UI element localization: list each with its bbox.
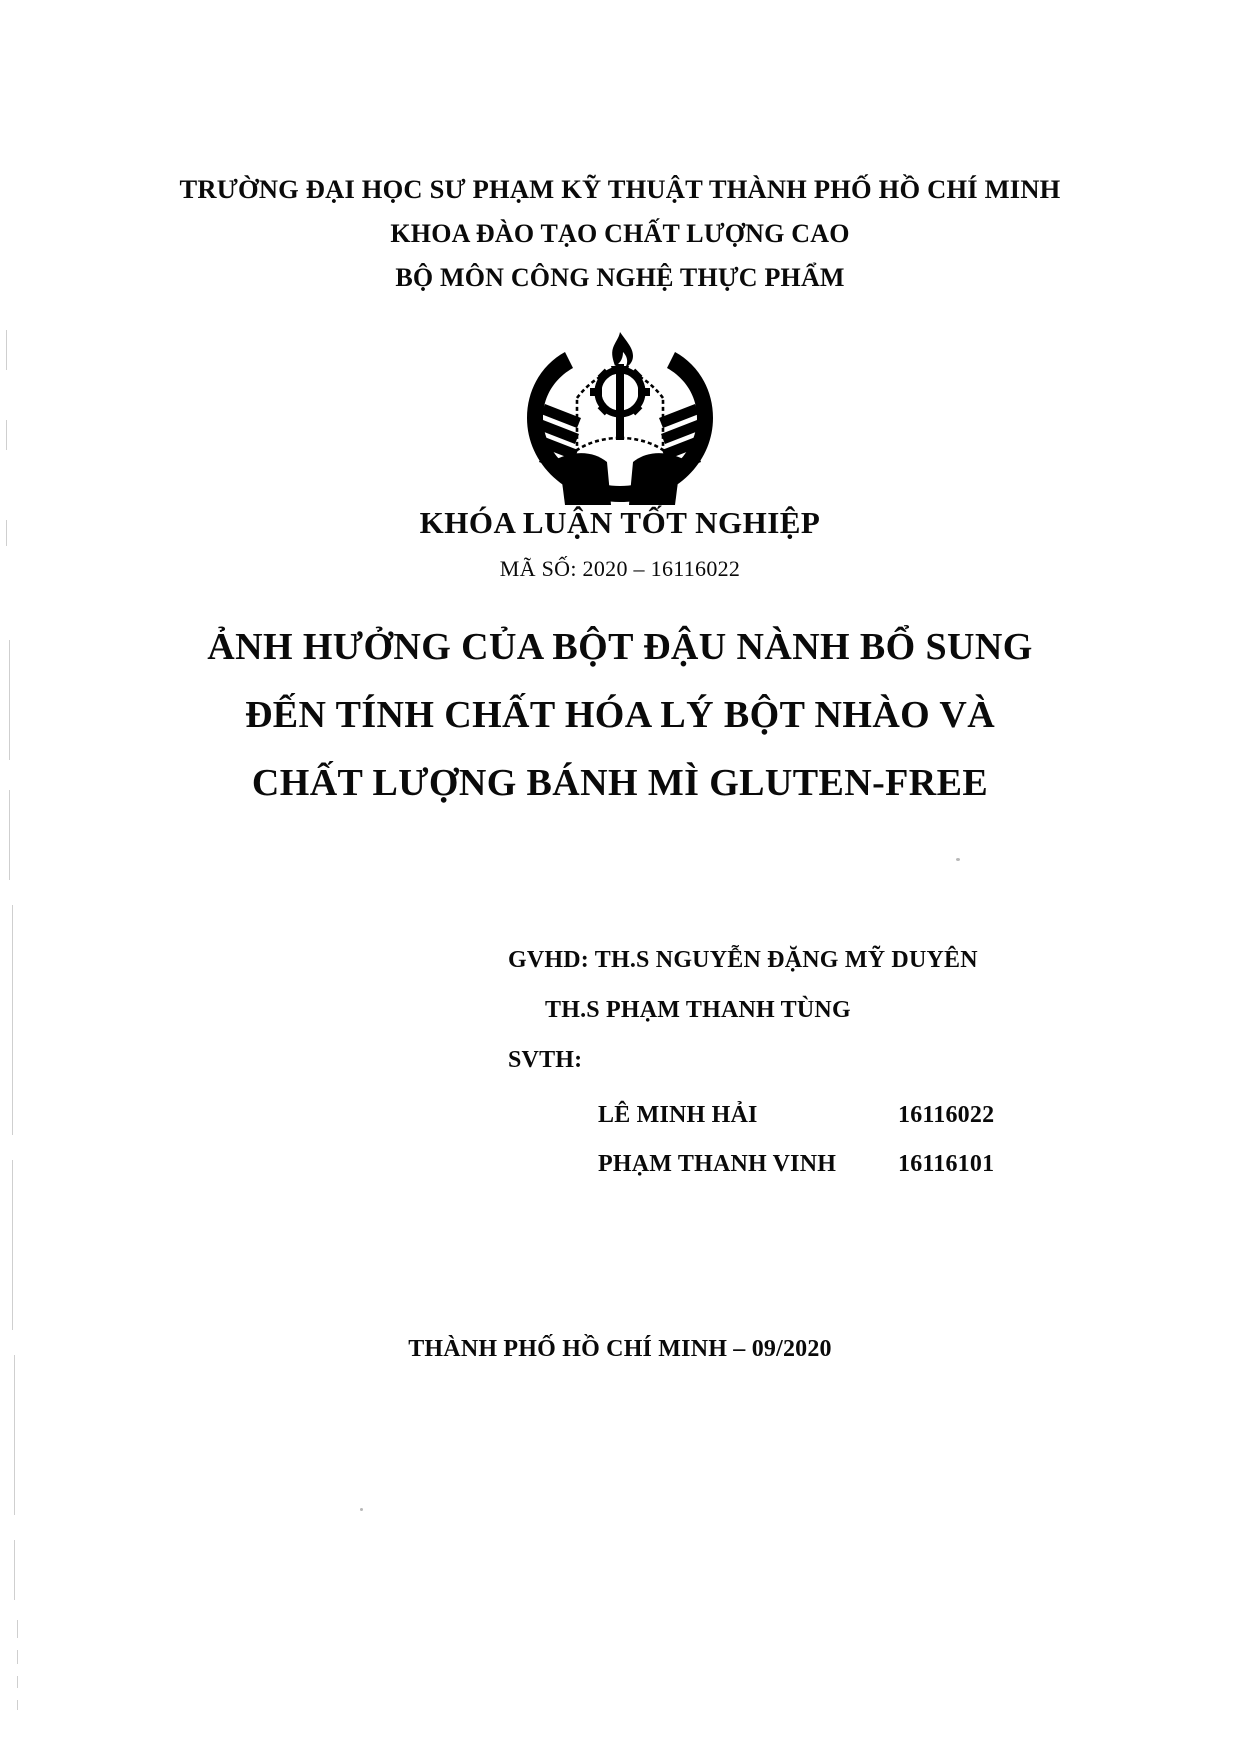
thesis-title — [0, 628, 1240, 802]
students-label: SVTH: — [508, 1047, 583, 1073]
footer-place-date: THÀNH PHỐ HỒ CHÍ MINH – 09/2020 — [408, 1336, 832, 1362]
scan-speck — [956, 858, 960, 861]
student-name: PHẠM THANH VINH — [598, 1151, 837, 1177]
student-row — [0, 1102, 1240, 1129]
advisor-primary: GVHD: TH.S NGUYỄN ĐẶNG MỸ DUYÊN — [508, 947, 978, 973]
student-id: 16116022 — [898, 1102, 995, 1128]
faculty-name: KHOA ĐÀO TẠO CHẤT LƯỢNG CAO — [390, 218, 850, 248]
scan-speck — [360, 1508, 363, 1511]
student-name: LÊ MINH HẢI — [598, 1102, 758, 1128]
thesis-kind-label: KHÓA LUẬN TỐT NGHIỆP — [419, 505, 821, 540]
title-line-3: CHẤT LƯỢNG BÁNH MÌ GLUTEN-FREE — [251, 762, 989, 804]
advisor-secondary: TH.S PHẠM THANH TÙNG — [545, 997, 851, 1023]
student-row — [0, 1151, 1240, 1178]
university-name: TRƯỜNG ĐẠI HỌC SƯ PHẠM KỸ THUẬT THÀNH PHỐ HỒ CHÍ MINH — [179, 174, 1061, 204]
student-id: 16116101 — [898, 1151, 995, 1177]
credits-block — [0, 948, 1240, 1200]
thesis-code-label: MÃ SỐ: 2020 – 16116022 — [499, 556, 741, 581]
hcmute-emblem-logo — [515, 330, 725, 505]
title-line-2: ĐẾN TÍNH CHẤT HÓA LÝ BỘT NHÀO VÀ — [244, 694, 996, 736]
institution-header — [0, 176, 1240, 291]
logo-container — [0, 330, 1240, 510]
title-line-1: ẢNH HƯỞNG CỦA BỘT ĐẬU NÀNH BỔ SUNG — [207, 626, 1033, 668]
department-name: BỘ MÔN CÔNG NGHỆ THỰC PHẨM — [395, 262, 845, 292]
